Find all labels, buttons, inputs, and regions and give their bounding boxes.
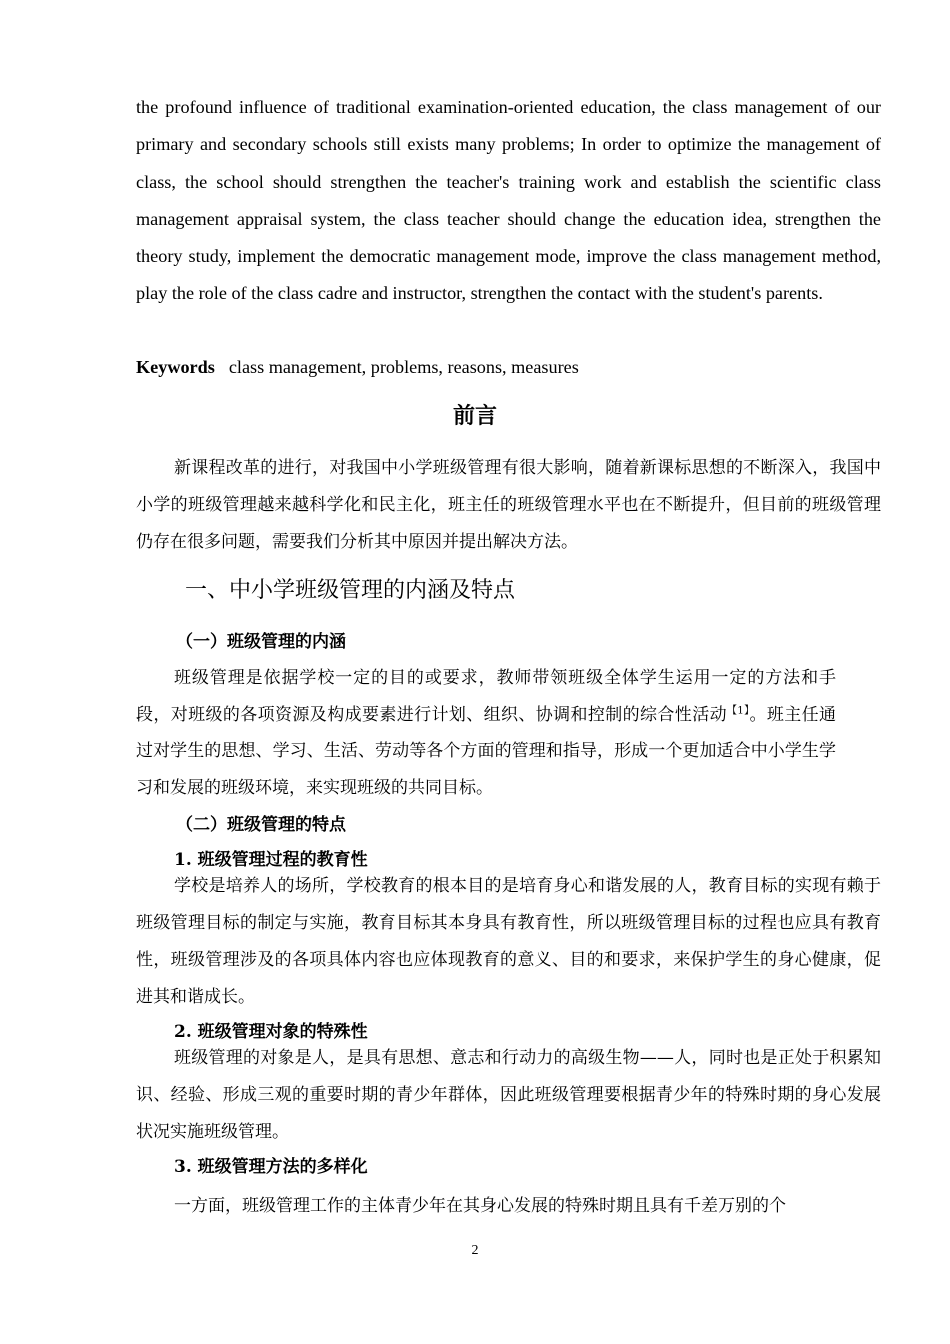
item2-paragraph: 班级管理的对象是人，是具有思想、意志和行动力的高级生物——人，同时也是正处于积累知识、经验、形成三观的重要时期的青少年群体，因此班级管理要根据青少年的特殊时期的身心发展状况实施班级管理。 xyxy=(136,1048,881,1142)
keywords-label: Keywords xyxy=(136,357,215,377)
keywords-line xyxy=(136,352,881,382)
citation-marker: 【1】 xyxy=(726,704,750,716)
page-number: 2 xyxy=(471,1243,479,1258)
preface-paragraph: 新课程改革的进行，对我国中小学班级管理有很大影响，随着新课标思想的不断深入，我国中小学的班级管理越来越科学化和民主化，班主任的班级管理水平也在不断提升，但目前的班级管理仍存在很多问题，需要我们分析其中原因并提出解决方法。 xyxy=(136,458,881,552)
item3-paragraph: 一方面，班级管理工作的主体青少年在其身心发展的特殊时期且具有千差万别的个 xyxy=(174,1196,786,1216)
item1-paragraph: 学校是培养人的场所，学校教育的根本目的是培育身心和谐发展的人，教育目标的实现有赖于班级管理目标的制定与实施，教育目标其本身具有教育性，所以班级管理目标的过程也应具有教育性，班级管理涉及的各项具体内容也应体现教育的意义、目的和要求，来保护学生的身心健康，促进其和谐成长。 xyxy=(136,876,881,1007)
keywords-value: class management, problems, reasons, measures xyxy=(228,357,579,377)
subsection1-title: （一）班级管理的内涵 xyxy=(176,632,346,652)
item1-title: 1. 班级管理过程的教育性 xyxy=(174,850,368,870)
section1-title: 一、中小学班级管理的内涵及特点 xyxy=(185,578,516,603)
item3-title: 3. 班级管理方法的多样化 xyxy=(174,1157,368,1177)
subsection2-title: （二）班级管理的特点 xyxy=(176,815,346,835)
item2-title: 2. 班级管理对象的特殊性 xyxy=(174,1022,368,1042)
subsection1-text-a: 班级管理是依据学校一定的目的或要求，教师带领班级全体学生运用一定的方法和手段，对班级的各项资源及构成要素进行计划、组织、协调和控制的综合性活动 xyxy=(136,668,836,725)
subsection1-paragraph xyxy=(136,660,836,806)
preface-title: 前言 xyxy=(452,404,497,429)
english-abstract-paragraph: the profound influence of traditional examination-oriented education, the class management of our primary and secondary schools still exists many problems; In order to optimize the management of class, the school should strengthen the teacher's training work and establish the scientific class management appraisal system, the class teacher should change the education idea, strengthen the theory study, implement the democratic management mode, improve the class management method, play the role of the class cadre and instructor, strengthen the contact with the student's parents. xyxy=(136,97,881,304)
subsection1-text-b: 。班主任通过对学生的思想、学习、生活、劳动等各个方面的管理和指导，形成一个更加适合中小学生学习和发展的班级环境，来实现班级的共同目标。 xyxy=(136,704,837,798)
